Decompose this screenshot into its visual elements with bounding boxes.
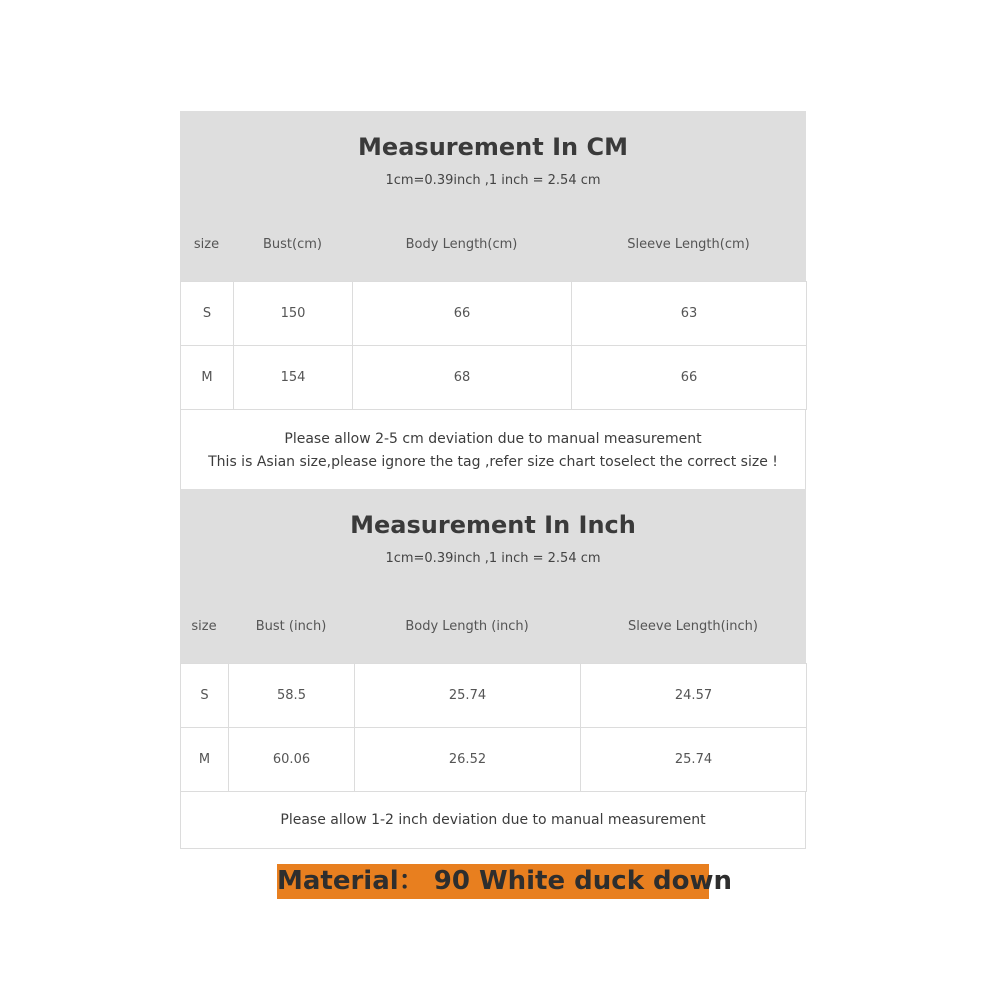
- inch-header-sleeve-length: Sleeve Length(inch): [628, 619, 758, 634]
- size-chart: [180, 111, 806, 849]
- cm-header-size: size: [193, 237, 220, 252]
- size-cell: S: [181, 664, 229, 728]
- inch-header-body-length: Body Length (inch): [405, 619, 529, 634]
- size-cell: M: [181, 728, 229, 792]
- bust-cell: 154: [234, 346, 353, 410]
- cm-conversion-note: 1cm=0.39inch ,1 inch = 2.54 cm: [385, 173, 601, 188]
- inch-header-size: size: [191, 619, 217, 634]
- cm-header-bust: Bust(cm): [263, 237, 322, 252]
- cm-title: Measurement In CM: [358, 133, 628, 161]
- body-length-cell: 26.52: [355, 728, 581, 792]
- inch-title: Measurement In Inch: [350, 511, 636, 539]
- size-cell: M: [181, 346, 234, 410]
- sleeve-length-cell: 63: [572, 282, 807, 346]
- body-length-cell: 25.74: [355, 664, 581, 728]
- inch-table: [180, 663, 807, 792]
- bust-cell: 60.06: [229, 728, 355, 792]
- size-cell: S: [181, 282, 234, 346]
- sleeve-length-cell: 66: [572, 346, 807, 410]
- cm-header-body-length: Body Length(cm): [405, 237, 518, 252]
- table-row: [181, 664, 807, 728]
- bust-cell: 150: [234, 282, 353, 346]
- cm-note-line-2: This is Asian size,please ignore the tag ,refer size chart toselect the correct size !: [208, 454, 778, 470]
- cm-deviation-note: [180, 410, 806, 489]
- sleeve-length-cell: 24.57: [581, 664, 807, 728]
- body-length-cell: 68: [353, 346, 572, 410]
- table-row: [181, 728, 807, 792]
- inch-deviation-note: Please allow 1-2 inch deviation due to manual measurement: [180, 792, 806, 849]
- material-label: Material： 90 White duck down: [277, 864, 709, 899]
- table-row: [181, 346, 807, 410]
- table-row: [181, 282, 807, 346]
- body-length-cell: 66: [353, 282, 572, 346]
- cm-note-line-1: Please allow 2-5 cm deviation due to manual measurement: [284, 431, 702, 447]
- inch-conversion-note: 1cm=0.39inch ,1 inch = 2.54 cm: [385, 551, 601, 566]
- inch-header-block: [180, 489, 806, 663]
- bust-cell: 58.5: [229, 664, 355, 728]
- cm-header-sleeve-length: Sleeve Length(cm): [627, 237, 750, 252]
- cm-table: [180, 281, 807, 410]
- inch-header-bust: Bust (inch): [255, 619, 327, 634]
- cm-header-block: [180, 111, 806, 281]
- sleeve-length-cell: 25.74: [581, 728, 807, 792]
